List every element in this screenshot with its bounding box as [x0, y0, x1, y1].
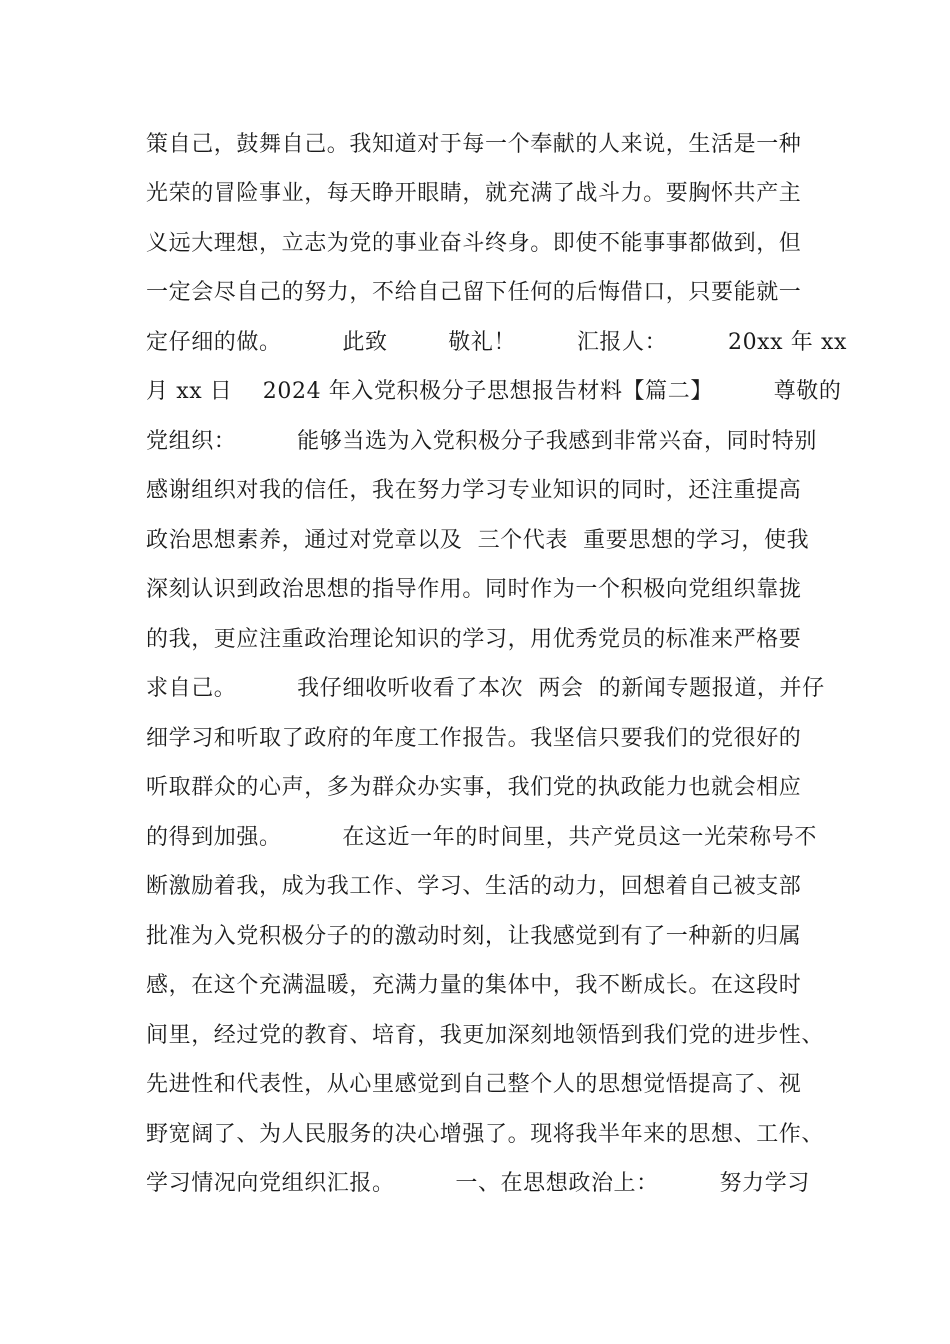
text-line: 义远大理想，立志为党的事业奋斗终身。即使不能事事都做到，但 — [146, 231, 802, 256]
text-line: 的得到加强。 在这近一年的时间里，共产党员这一光荣称号不 — [146, 825, 817, 850]
text-line: 感，在这个充满温暖，充满力量的集体中，我不断成长。在这段时 — [146, 973, 802, 998]
text-line: 光荣的冒险事业，每天睁开眼睛，就充满了战斗力。要胸怀共产主 — [146, 181, 802, 206]
text-line: 细学习和听取了政府的年度工作报告。我坚信只要我们的党很好的 — [146, 726, 802, 751]
text-line: 党组织： 能够当选为入党积极分子我感到非常兴奋，同时特别 — [146, 429, 817, 454]
text-line: 先进性和代表性，从心里感觉到自己整个人的思想觉悟提高了、视 — [146, 1072, 802, 1097]
text-line: 听取群众的心声，多为群众办实事，我们党的执政能力也就会相应 — [146, 775, 802, 800]
text-line: 一定会尽自己的努力，不给自己留下任何的后悔借口，只要能就一 — [146, 280, 802, 305]
text-line: 的我，更应注重政治理论知识的学习，用优秀党员的标准来严格要 — [146, 627, 802, 652]
text-line: 间里，经过党的教育、培育，我更加深刻地领悟到我们党的进步性、 — [146, 1023, 825, 1048]
text-line: 求自己。 我仔细收听收看了本次 两会 的新闻专题报道，并仔 — [146, 676, 825, 701]
text-line: 政治思想素养，通过对党章以及 三个代表 重要思想的学习，使我 — [146, 528, 810, 553]
text-line: 策自己，鼓舞自己。我知道对于每一个奉献的人来说，生活是一种 — [146, 132, 802, 157]
text-line: 定仔细的做。 此致 敬礼！ 汇报人： 20xx 年 xx — [146, 330, 847, 355]
text-line: 断激励着我，成为我工作、学习、生活的动力，回想着自己被支部 — [146, 874, 802, 899]
text-line: 学习情况向党组织汇报。 一、在思想政治上： 努力学习 — [146, 1171, 810, 1196]
text-line: 野宽阔了、为人民服务的决心增强了。现将我半年来的思想、工作、 — [146, 1122, 825, 1147]
text-line: 月 xx 日 2024 年入党积极分子思想报告材料【篇二】 尊敬的 — [146, 379, 842, 404]
text-line: 批准为入党积极分子的的激动时刻，让我感觉到有了一种新的归属 — [146, 924, 802, 949]
text-line: 感谢组织对我的信任，我在努力学习专业知识的同时，还注重提高 — [146, 478, 802, 503]
text-line: 深刻认识到政治思想的指导作用。同时作为一个积极向党组织靠拢 — [146, 577, 802, 602]
